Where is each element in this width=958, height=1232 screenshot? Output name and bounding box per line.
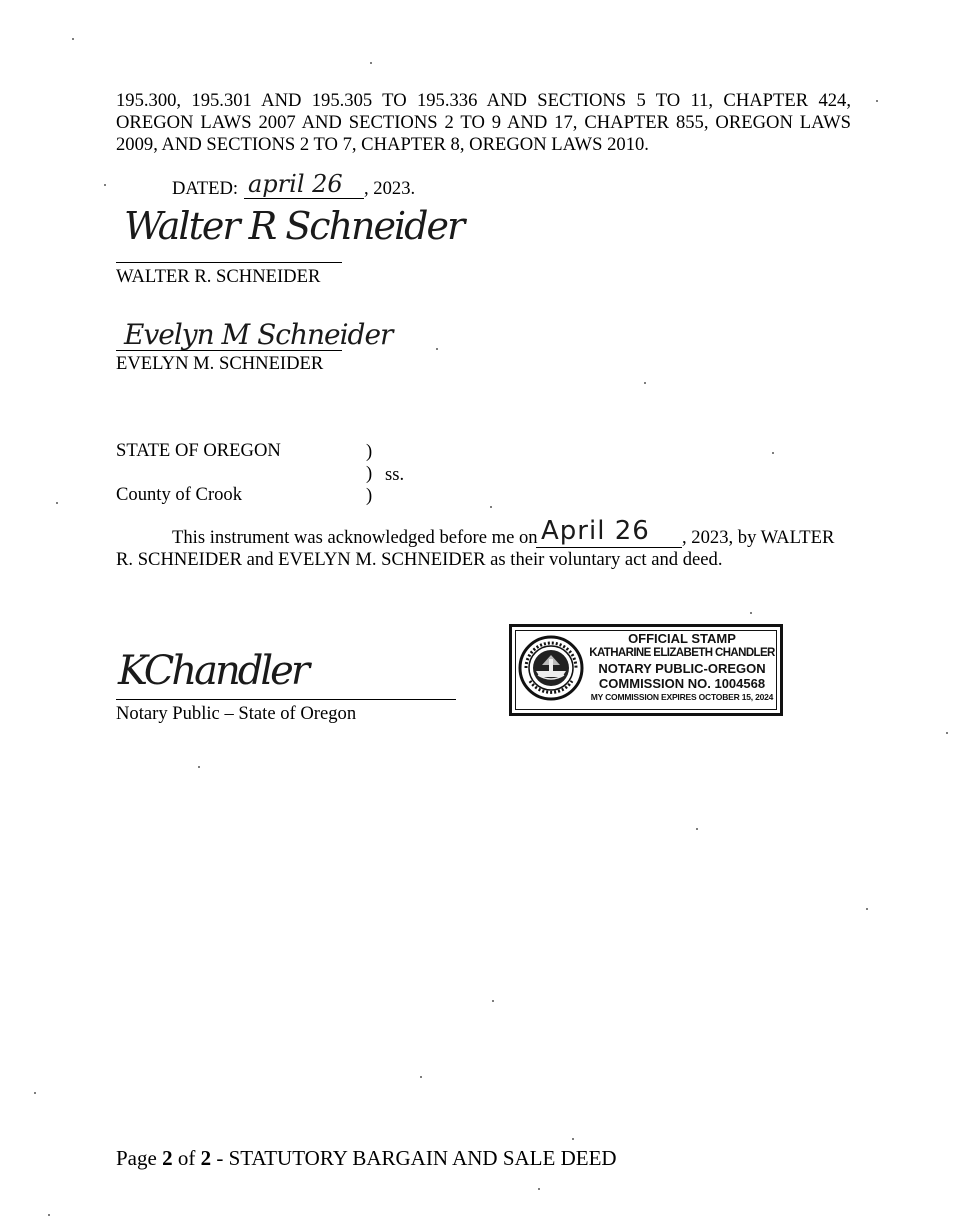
- scan-speck: [538, 1188, 540, 1190]
- dated-handwritten-date: april 26: [248, 170, 343, 198]
- acknowledgment-prefix: This instrument was acknowledged before me on: [172, 527, 538, 548]
- walter-name: WALTER R. SCHNEIDER: [116, 266, 321, 287]
- scan-speck: [866, 908, 868, 910]
- scan-speck: [198, 766, 200, 768]
- notary-stamp: [509, 624, 783, 716]
- notary-signature-line: [116, 699, 456, 700]
- venue-ss: ss.: [385, 464, 405, 485]
- body-paragraph: [116, 90, 851, 156]
- scan-speck: [370, 62, 372, 64]
- evelyn-signature: Evelyn M Schneider: [124, 318, 393, 351]
- footer-page-number: 2: [162, 1146, 173, 1170]
- scan-speck: [420, 1076, 422, 1078]
- scan-speck: [436, 348, 438, 350]
- venue-county: County of Crook: [116, 484, 243, 505]
- scan-speck: [876, 100, 878, 102]
- stamp-heading: OFFICIAL STAMP: [628, 631, 736, 646]
- footer-page-total: 2: [200, 1146, 212, 1170]
- paragraph-line: 195.300, 195.301 AND 195.305 TO 195.336 AND SECTIONS 5 TO 11, CHAPTER 424,: [116, 90, 851, 111]
- stamp-expiration: MY COMMISSION EXPIRES OCTOBER 15, 2024: [590, 692, 774, 702]
- notary-signature: KChandler: [118, 648, 307, 694]
- footer-page-word: Page: [116, 1146, 157, 1170]
- footer-title: - STATUTORY BARGAIN AND SALE DEED: [216, 1146, 617, 1170]
- scan-speck: [104, 184, 106, 186]
- walter-signature-line: [116, 262, 342, 263]
- scan-speck: [696, 828, 698, 830]
- acknowledgment-suffix: , 2023, by WALTER: [682, 527, 835, 548]
- notary-title: Notary Public – State of Oregon: [116, 703, 357, 724]
- scan-speck: [490, 506, 492, 508]
- acknowledgment-line2: R. SCHNEIDER and EVELYN M. SCHNEIDER as their voluntary act and deed.: [116, 549, 723, 570]
- scan-speck: [34, 1092, 36, 1094]
- paragraph-line: 2009, AND SECTIONS 2 TO 7, CHAPTER 8, OREGON LAWS 2010.: [116, 134, 649, 155]
- scan-speck: [48, 1214, 50, 1216]
- acknowledgment-handwritten-date: April 26: [541, 516, 650, 546]
- venue-paren: ): [366, 441, 373, 462]
- scan-speck: [56, 502, 58, 504]
- venue-paren: ): [366, 463, 373, 484]
- oregon-seal-icon: [518, 635, 584, 701]
- stamp-notary-public: NOTARY PUBLIC-OREGON: [598, 661, 766, 676]
- dated-label: DATED:: [172, 178, 239, 199]
- walter-signature: Walter R Schneider: [124, 204, 464, 248]
- venue-state: STATE OF OREGON: [116, 440, 281, 461]
- scan-speck: [644, 382, 646, 384]
- scan-speck: [572, 1138, 574, 1140]
- evelyn-name: EVELYN M. SCHNEIDER: [116, 353, 324, 374]
- scan-speck: [772, 452, 774, 454]
- dated-year: , 2023.: [364, 178, 416, 199]
- stamp-text: [584, 631, 780, 704]
- stamp-notary-name: KATHARINE ELIZABETH CHANDLER: [589, 647, 775, 659]
- venue-paren: ): [366, 485, 373, 506]
- paragraph-line: OREGON LAWS 2007 AND SECTIONS 2 TO 9 AND 17, CHAPTER 855, OREGON LAWS: [116, 112, 851, 133]
- page-footer: [116, 1146, 617, 1171]
- scan-speck: [750, 612, 752, 614]
- stamp-commission-number: COMMISSION NO. 1004568: [598, 676, 766, 691]
- scan-speck: [492, 1000, 494, 1002]
- scan-speck: [946, 732, 948, 734]
- scan-speck: [72, 38, 74, 40]
- dated-underline: [244, 198, 364, 199]
- acknowledgment-date-underline: [536, 547, 682, 548]
- footer-of-word: of: [177, 1146, 196, 1170]
